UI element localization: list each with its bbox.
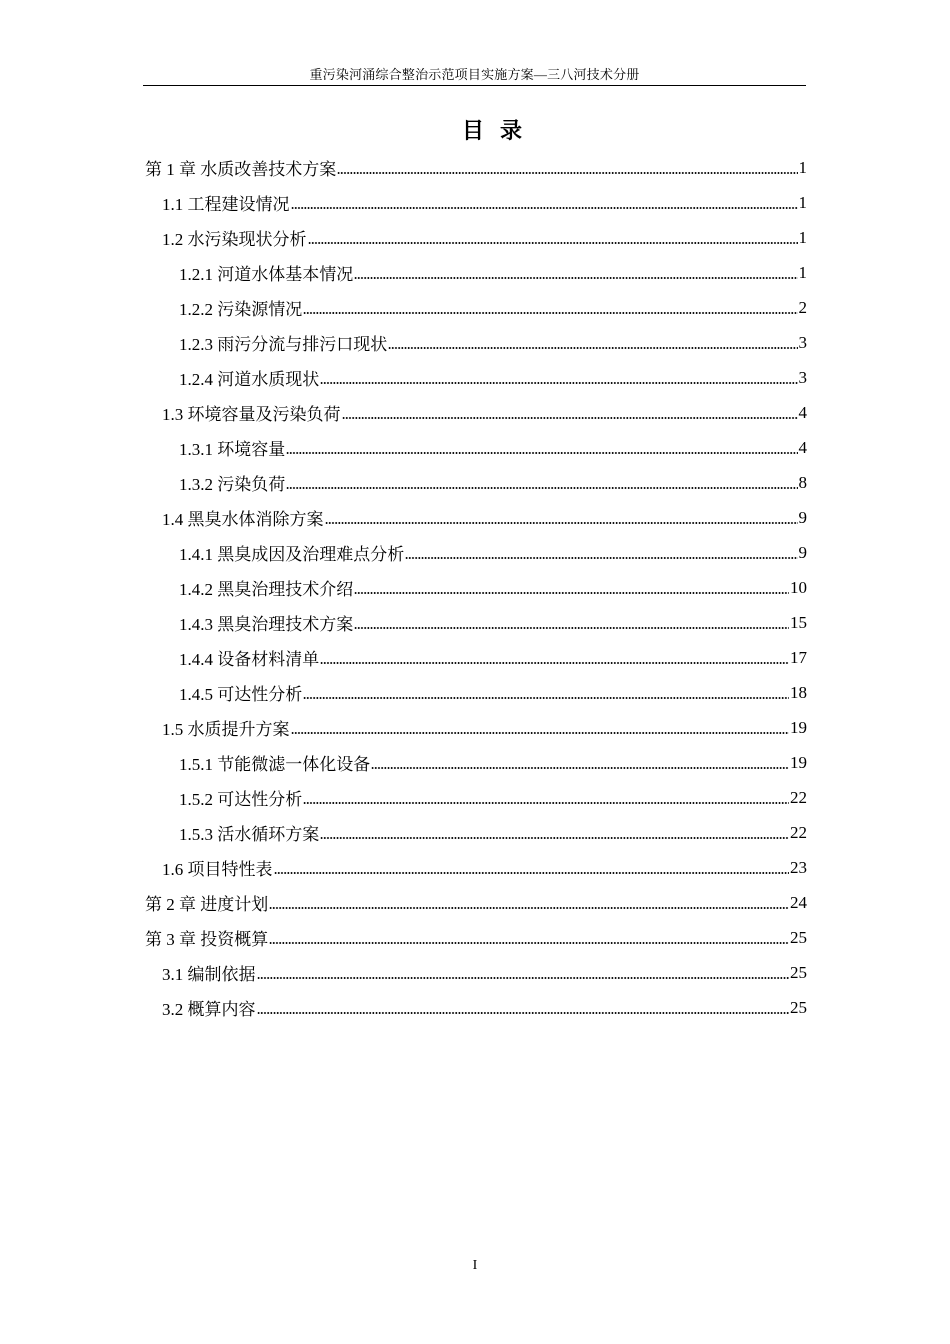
toc-entry-page: 17: [790, 647, 807, 667]
toc-entry-label: 第 2 章 进度计划: [145, 895, 269, 914]
page-number: I: [472, 1258, 478, 1273]
toc-entry[interactable]: [145, 885, 807, 920]
toc-entry-page: 18: [790, 682, 807, 702]
toc-dot-leader: [320, 661, 789, 665]
toc-entry-page: 22: [790, 787, 807, 807]
toc-dot-leader: [354, 276, 797, 280]
toc-dot-leader: [303, 801, 789, 805]
toc-entry[interactable]: [145, 290, 807, 325]
toc-entry[interactable]: [145, 465, 807, 500]
header-divider: [143, 85, 806, 86]
toc-dot-leader: [303, 311, 797, 315]
toc-entry-label: 1.2 水污染现状分析: [162, 230, 307, 249]
toc-entry-page: 1: [798, 262, 807, 282]
toc-dot-leader: [269, 941, 789, 945]
toc-entry-label: 1.2.4 河道水质现状: [179, 370, 320, 389]
toc-entry[interactable]: [145, 850, 807, 885]
toc-entry[interactable]: [145, 395, 807, 430]
toc-entry[interactable]: [145, 605, 807, 640]
toc-entry-page: 24: [790, 892, 807, 912]
toc-entry-page: 4: [798, 402, 807, 422]
toc-dot-leader: [354, 591, 789, 595]
toc-entry-label: 1.4.1 黑臭成因及治理难点分析: [179, 545, 405, 564]
toc-entry-page: 25: [790, 962, 807, 982]
table-of-contents: [145, 150, 807, 1025]
toc-dot-leader: [274, 871, 790, 875]
toc-entry-label: 3.1 编制依据: [162, 965, 256, 984]
toc-entry[interactable]: [145, 150, 807, 185]
toc-entry[interactable]: [145, 990, 807, 1025]
toc-dot-leader: [405, 556, 797, 560]
toc-entry-label: 1.4.3 黑臭治理技术方案: [179, 615, 354, 634]
toc-entry-page: 3: [798, 367, 807, 387]
toc-entry[interactable]: [145, 675, 807, 710]
toc-entry-page: 10: [790, 577, 807, 597]
toc-entry-label: 1.3 环境容量及污染负荷: [162, 405, 341, 424]
toc-entry-page: 2: [798, 297, 807, 317]
toc-dot-leader: [291, 206, 798, 210]
toc-entry-label: 1.3.2 污染负荷: [179, 475, 286, 494]
toc-entry-label: 1.2.3 雨污分流与排污口现状: [179, 335, 388, 354]
toc-entry[interactable]: [145, 500, 807, 535]
toc-entry-label: 1.1 工程建设情况: [162, 195, 290, 214]
toc-entry-page: 25: [790, 997, 807, 1017]
toc-entry-label: 1.4 黑臭水体消除方案: [162, 510, 324, 529]
toc-dot-leader: [325, 521, 798, 525]
toc-entry-page: 9: [798, 542, 807, 562]
toc-entry-label: 第 1 章 水质改善技术方案: [145, 160, 337, 179]
toc-entry[interactable]: [145, 955, 807, 990]
toc-entry[interactable]: [145, 815, 807, 850]
toc-dot-leader: [388, 346, 797, 350]
toc-entry-page: 1: [798, 192, 807, 212]
toc-entry[interactable]: [145, 255, 807, 290]
toc-entry-page: 1: [798, 157, 807, 177]
toc-dot-leader: [303, 696, 789, 700]
toc-entry[interactable]: [145, 570, 807, 605]
toc-entry-label: 1.6 项目特性表: [162, 860, 273, 879]
toc-entry-label: 1.5 水质提升方案: [162, 720, 290, 739]
toc-entry[interactable]: [145, 185, 807, 220]
toc-dot-leader: [320, 381, 797, 385]
toc-entry-label: 1.5.2 可达性分析: [179, 790, 303, 809]
toc-entry[interactable]: [145, 535, 807, 570]
toc-dot-leader: [354, 626, 789, 630]
toc-entry-label: 3.2 概算内容: [162, 1000, 256, 1019]
toc-entry-label: 1.5.1 节能微滤一体化设备: [179, 755, 371, 774]
toc-entry-page: 25: [790, 927, 807, 947]
toc-entry[interactable]: [145, 710, 807, 745]
toc-dot-leader: [257, 1011, 790, 1015]
toc-entry[interactable]: [145, 780, 807, 815]
toc-entry-page: 15: [790, 612, 807, 632]
toc-dot-leader: [337, 171, 797, 175]
toc-entry[interactable]: [145, 640, 807, 675]
toc-entry-label: 1.4.4 设备材料清单: [179, 650, 320, 669]
toc-dot-leader: [269, 906, 789, 910]
toc-entry[interactable]: [145, 430, 807, 465]
toc-entry-page: 22: [790, 822, 807, 842]
toc-entry-label: 1.4.5 可达性分析: [179, 685, 303, 704]
toc-entry[interactable]: [145, 745, 807, 780]
toc-entry-label: 第 3 章 投资概算: [145, 930, 269, 949]
toc-dot-leader: [371, 766, 789, 770]
toc-entry-page: 4: [798, 437, 807, 457]
toc-title: 目录: [461, 118, 538, 143]
toc-dot-leader: [342, 416, 798, 420]
running-header: 重污染河涌综合整治示范项目实施方案—三八河技术分册: [309, 67, 640, 82]
toc-dot-leader: [308, 241, 798, 245]
toc-entry-label: 1.3.1 环境容量: [179, 440, 286, 459]
toc-dot-leader: [286, 451, 797, 455]
toc-entry[interactable]: [145, 920, 807, 955]
toc-dot-leader: [286, 486, 797, 490]
toc-entry-page: 19: [790, 752, 807, 772]
toc-entry[interactable]: [145, 325, 807, 360]
toc-dot-leader: [320, 836, 789, 840]
toc-entry-page: 3: [798, 332, 807, 352]
toc-entry-label: 1.5.3 活水循环方案: [179, 825, 320, 844]
toc-dot-leader: [257, 976, 790, 980]
toc-entry-page: 19: [790, 717, 807, 737]
toc-entry-label: 1.4.2 黑臭治理技术介绍: [179, 580, 354, 599]
toc-entry[interactable]: [145, 220, 807, 255]
toc-entry-label: 1.2.2 污染源情况: [179, 300, 303, 319]
toc-entry-page: 8: [798, 472, 807, 492]
toc-entry[interactable]: [145, 360, 807, 395]
toc-dot-leader: [291, 731, 790, 735]
toc-entry-label: 1.2.1 河道水体基本情况: [179, 265, 354, 284]
toc-entry-page: 1: [798, 227, 807, 247]
toc-entry-page: 23: [790, 857, 807, 877]
toc-entry-page: 9: [798, 507, 807, 527]
